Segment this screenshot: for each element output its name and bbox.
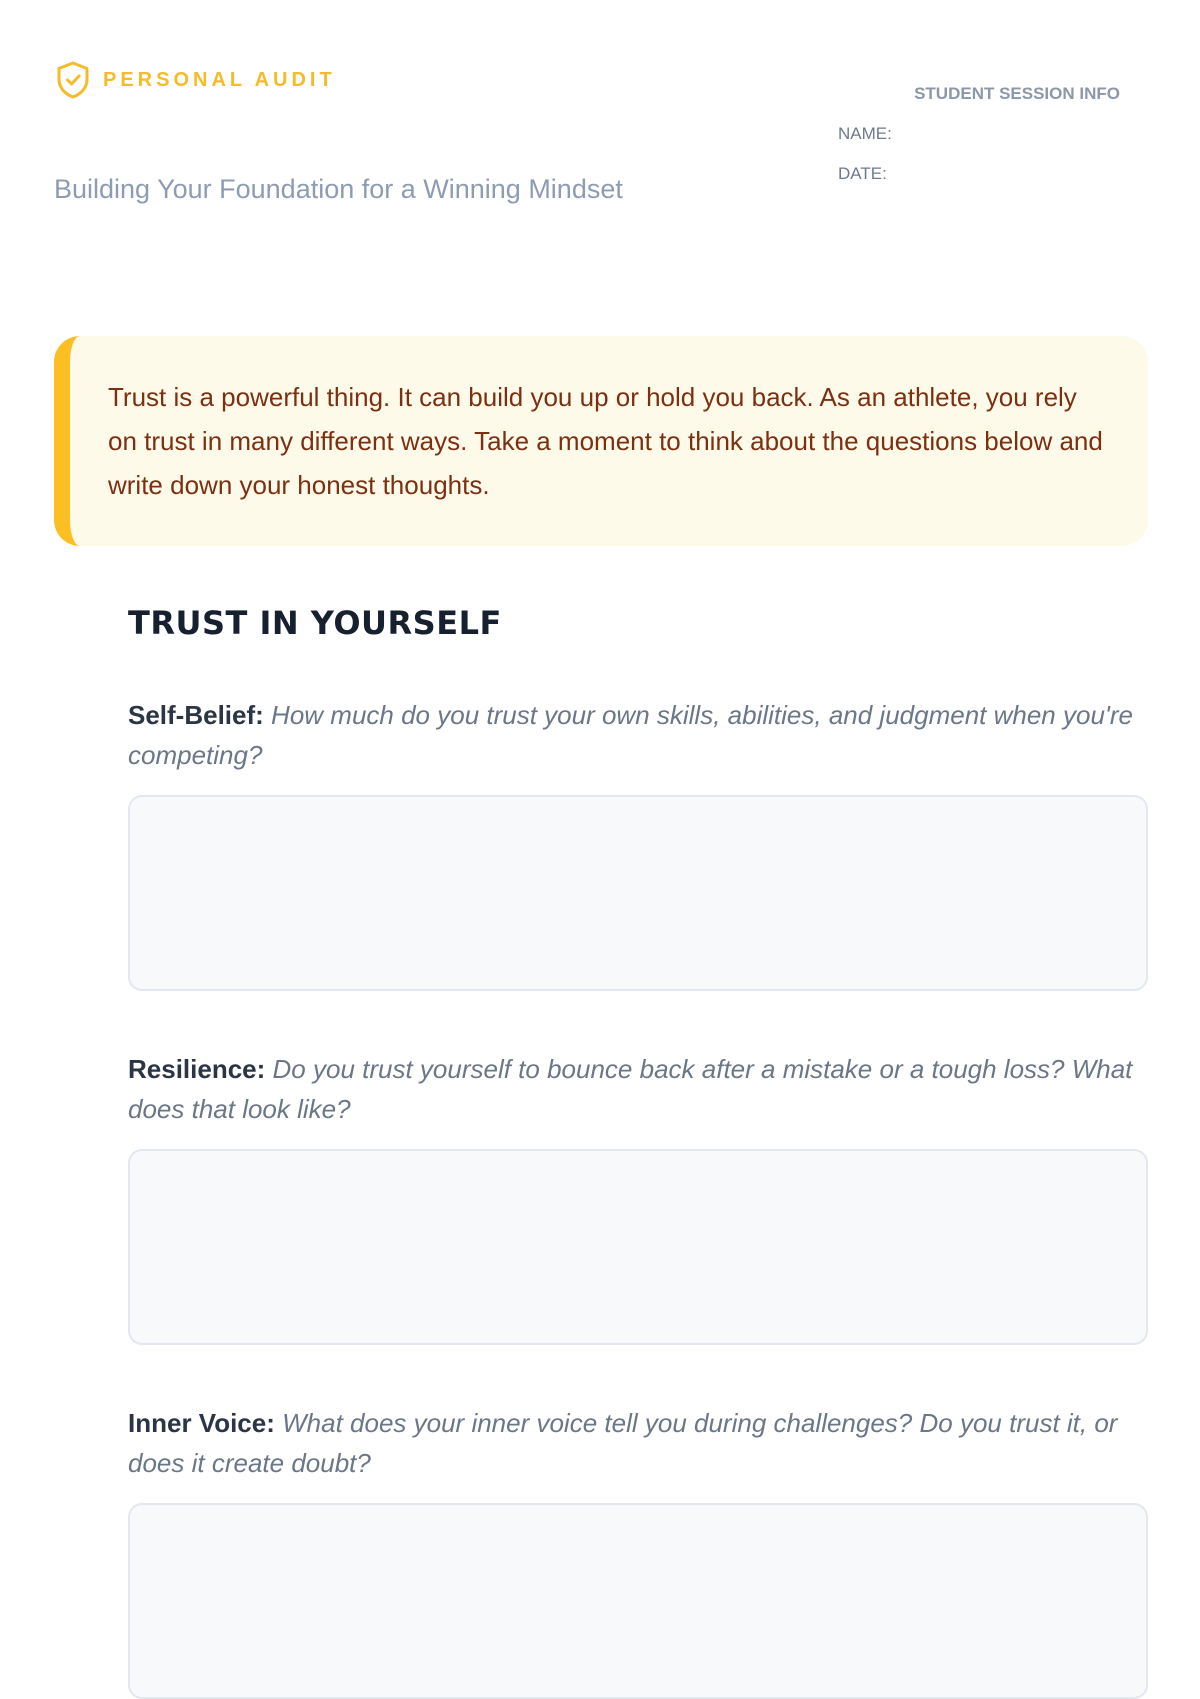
answer-resilience[interactable] [128, 1149, 1148, 1345]
question-label: Self-Belief: [128, 700, 264, 730]
question-inner-voice [128, 1403, 1158, 1483]
answer-self-belief[interactable] [128, 795, 1148, 991]
brand [55, 60, 336, 100]
shield-check-icon [55, 60, 91, 100]
intro-callout [54, 336, 1148, 546]
question-prompt: How much do you trust your own skills, abilities, and judgment when you're competing? [128, 700, 1133, 770]
question-label: Inner Voice: [128, 1408, 275, 1438]
question-resilience [128, 1049, 1158, 1129]
section-title: TRUST IN YOURSELF [128, 604, 502, 642]
session-info-title: STUDENT SESSION INFO [914, 84, 1120, 103]
question-prompt: What does your inner voice tell you during challenges? Do you trust it, or does it create doubt? [128, 1408, 1118, 1478]
brand-label: PERSONAL AUDIT [103, 68, 336, 91]
intro-text: Trust is a powerful thing. It can build you up or hold you back. As an athlete, you rely on trust in many different ways. Take a moment to think about the questions below and write down your honest thoughts. [108, 382, 1103, 500]
date-label: DATE: [838, 164, 887, 183]
question-label: Resilience: [128, 1054, 266, 1084]
page-subtitle: Building Your Foundation for a Winning Mindset [54, 174, 623, 204]
question-prompt: Do you trust yourself to bounce back after a mistake or a tough loss? What does that look like? [128, 1054, 1133, 1124]
answer-inner-voice[interactable] [128, 1503, 1148, 1699]
name-label: NAME: [838, 124, 892, 143]
question-self-belief [128, 695, 1158, 775]
